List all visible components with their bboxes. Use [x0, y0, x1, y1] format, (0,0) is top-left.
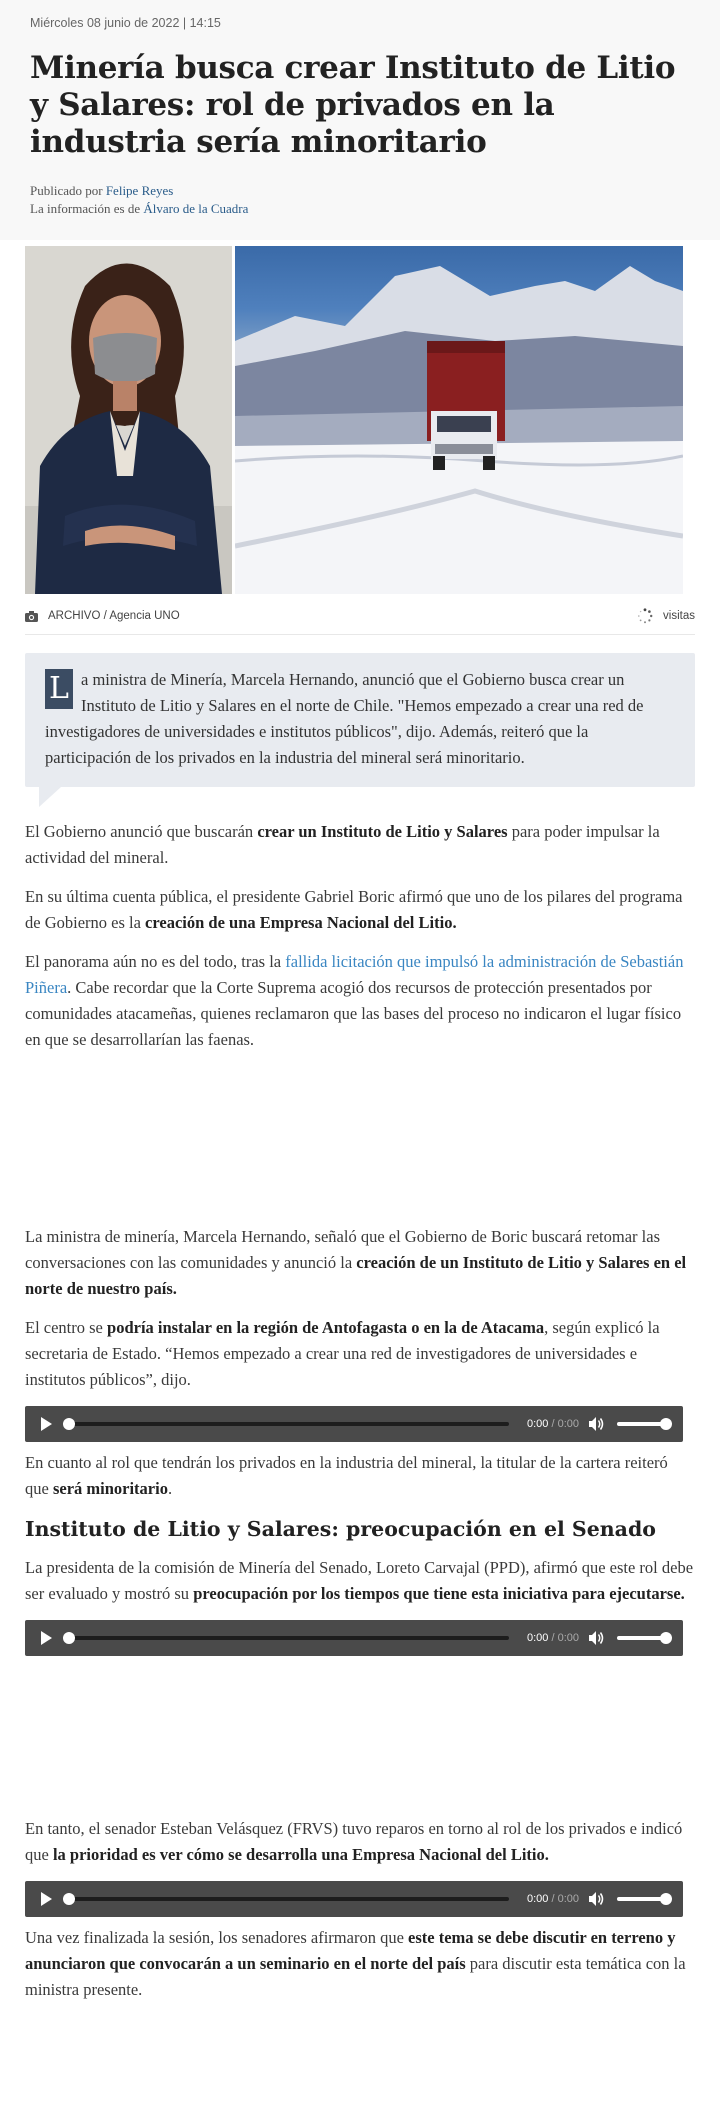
salt-flat-truck-photo	[235, 246, 683, 594]
lead-text: a ministra de Minería, Marcela Hernando, anunció que el Gobierno busca crear un Instituto de Litio y Salares en el norte de Chile. "Hemos empezado a crear una red de investigadores de universidades e institutos públicos", dijo. Además, reiteró que la participación de los privados en la industria del mineral será minoritario.	[45, 670, 644, 767]
visits-label: visitas	[663, 610, 695, 622]
play-icon[interactable]	[41, 1631, 52, 1645]
article-header	[0, 0, 720, 240]
volume-icon[interactable]	[589, 1892, 605, 1906]
source-author-link[interactable]: Álvaro de la Cuadra	[143, 201, 249, 216]
published-by-label: Publicado por	[30, 183, 103, 198]
lead-dropcap: L	[45, 669, 73, 709]
audio-player-2	[25, 1620, 683, 1656]
paragraph: El centro se podría instalar en la región de Antofagasta o en la de Atacama, según explicó la secretaria de Estado. “Hemos empezado a crear una red de investigadores de universidades e institutos públicos”, dijo.	[25, 1318, 660, 1389]
progress-knob[interactable]	[63, 1418, 75, 1430]
camera-icon	[25, 611, 38, 622]
ad-space	[25, 1664, 695, 1816]
paragraph: Una vez finalizada la sesión, los senadores afirmaron que este tema se debe discutir en terreno y anunciaron que convocarán a un seminario en el norte del país para discutir esta temática con la ministra presente.	[25, 1928, 686, 1999]
truck-landscape-illustration	[235, 246, 683, 594]
audio-progress-bar[interactable]	[66, 1897, 509, 1901]
ad-space	[25, 1066, 695, 1224]
audio-progress-bar[interactable]	[66, 1422, 509, 1426]
paragraph: En tanto, el senador Esteban Velásquez (FRVS) tuvo reparos en torno al rol de los privados e indicó que la prioridad es ver cómo se desarrolla una Empresa Nacional del Litio.	[25, 1819, 683, 1864]
loading-spinner-icon	[637, 608, 653, 624]
hero-image	[25, 246, 683, 594]
audio-time: 0:00 / 0:00	[526, 1893, 579, 1905]
photo-credit: ARCHIVO / Agencia UNO	[48, 610, 180, 622]
volume-slider[interactable]	[617, 1636, 667, 1640]
info-source-line	[30, 200, 690, 218]
audio-time: 0:00 / 0:00	[526, 1418, 579, 1430]
article-headline: Minería busca crear Instituto de Litio y Salares: rol de privados en la industria sería minoritario	[30, 50, 676, 160]
paragraph: En cuanto al rol que tendrán los privados en la industria del mineral, la titular de la cartera reiteró que será minoritario.	[25, 1453, 668, 1498]
info-source-label: La información es de	[30, 201, 141, 216]
article-dateline: Miércoles 08 junio de 2022 | 14:15	[30, 16, 221, 30]
paragraph: En su última cuenta pública, el presidente Gabriel Boric afirmó que uno de los pilares del programa de Gobierno es la creación de una Empresa Nacional del Litio.	[25, 887, 683, 932]
section-subheading: Instituto de Litio y Salares: preocupación en el Senado	[25, 1517, 656, 1541]
audio-progress-bar[interactable]	[66, 1636, 509, 1640]
article-credits	[30, 182, 690, 218]
paragraph: La presidenta de la comisión de Minería del Senado, Loreto Carvajal (PPD), afirmó que este rol debe ser evaluado y mostró su preocupación por los tiempos que tiene esta iniciativa para ejecutarse.	[25, 1558, 694, 1603]
minister-photo	[25, 246, 232, 594]
volume-knob[interactable]	[660, 1893, 672, 1905]
progress-knob[interactable]	[63, 1893, 75, 1905]
progress-knob[interactable]	[63, 1632, 75, 1644]
paragraph: La ministra de minería, Marcela Hernando, señaló que el Gobierno de Boric buscará retomar las conversaciones con las comunidades y anunció la creación de un Instituto de Litio y Salares en el norte de nuestro país.	[25, 1227, 687, 1298]
audio-time: 0:00 / 0:00	[526, 1632, 579, 1644]
paragraph: El panorama aún no es del todo, tras la fallida licitación que impulsó la administración de Sebastián Piñera. Cabe recordar que la Corte Suprema acogió dos recursos de protección presentados por comunidades atacameñas, quienes reclamaron que las bases del proceso no indicaron el lugar físico en que se desarrollarían las faenas.	[25, 952, 684, 1049]
tender-article-link[interactable]: fallida licitación que impulsó la administración de Sebastián Piñera	[25, 952, 684, 997]
audio-player-1	[25, 1406, 683, 1442]
volume-icon[interactable]	[589, 1417, 605, 1431]
volume-knob[interactable]	[660, 1418, 672, 1430]
play-icon[interactable]	[41, 1417, 52, 1431]
volume-icon[interactable]	[589, 1631, 605, 1645]
paragraph: El Gobierno anunció que buscarán crear un Instituto de Litio y Salares para poder impulsar la actividad del mineral.	[25, 822, 660, 867]
volume-slider[interactable]	[617, 1897, 667, 1901]
article-body	[25, 819, 695, 2003]
author-link[interactable]: Felipe Reyes	[105, 183, 174, 198]
photo-caption-row	[25, 608, 695, 635]
volume-slider[interactable]	[617, 1422, 667, 1426]
volume-knob[interactable]	[660, 1632, 672, 1644]
audio-player-3	[25, 1881, 683, 1917]
published-by-line	[30, 182, 690, 200]
play-icon[interactable]	[41, 1892, 52, 1906]
article-lead	[25, 653, 695, 787]
minister-illustration	[25, 246, 232, 594]
